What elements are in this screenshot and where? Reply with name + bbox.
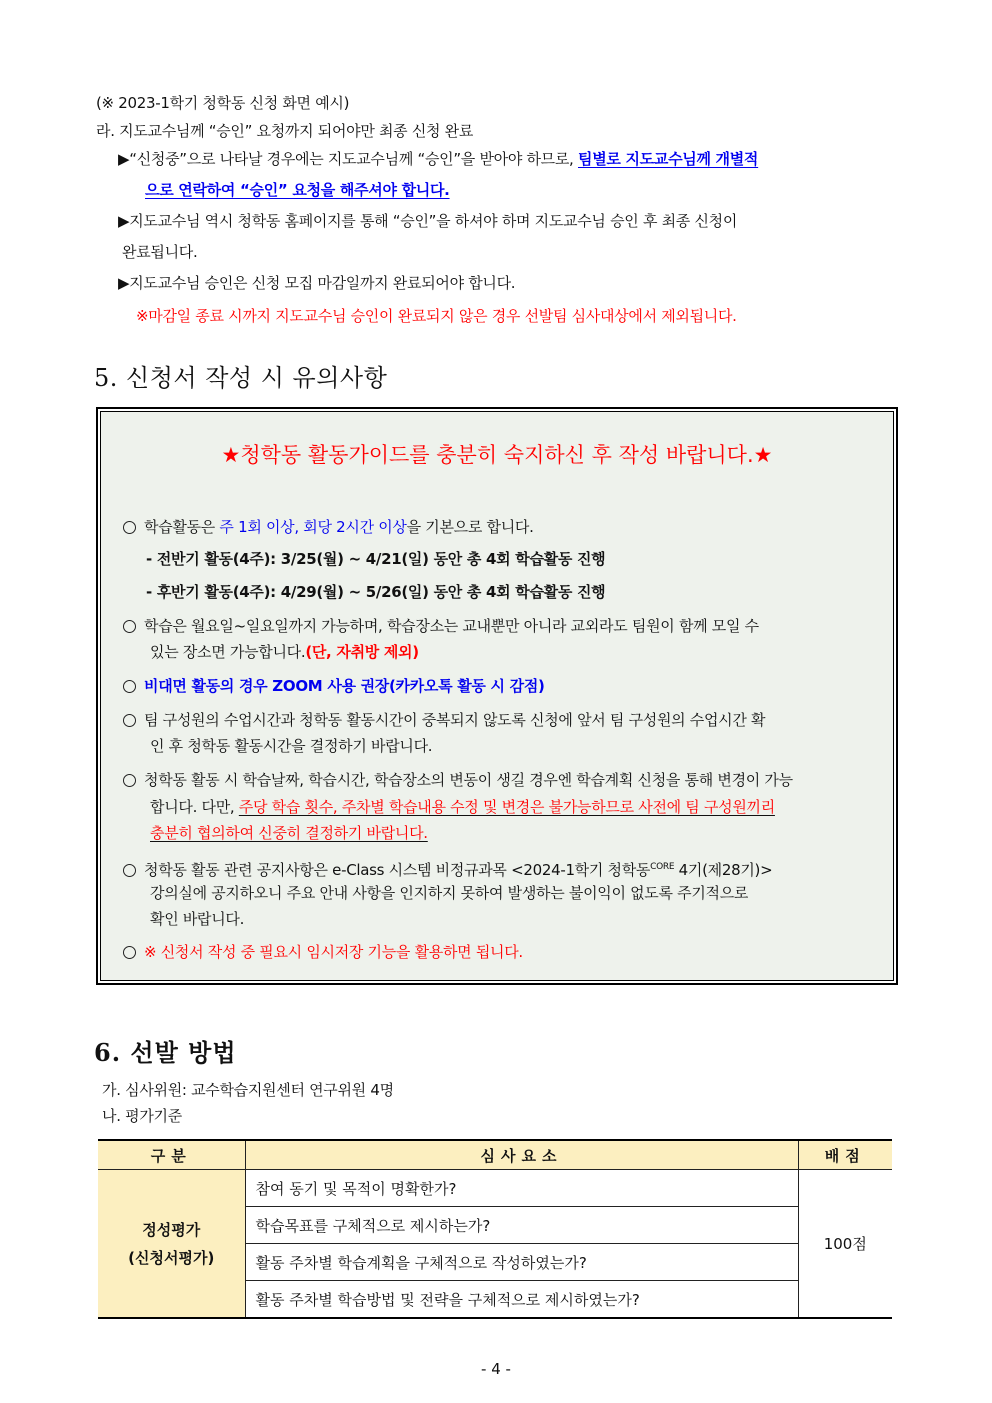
notice-item-temp-save: ※ 신청서 작성 중 필요시 임시저장 기능을 활용하면 됩니다. — [123, 942, 523, 962]
circle-bullet-icon — [123, 620, 136, 633]
circle-bullet-icon — [123, 521, 136, 534]
notice-item-study-location: 학습은 월요일~일요일까지 가능하며, 학습장소는 교내뿐만 아니라 교외라도 팀원이 함께 모일 수 — [123, 616, 759, 636]
notice-item-plan-change-cont: 합니다. 다만, 주당 학습 횟수, 주차별 학습내용 수정 및 변경은 불가능하므로 사전에 팀 구성원끼리 — [150, 798, 775, 816]
screenshot-caption: (※ 2023-1학기 청학동 신청 화면 예시) — [96, 94, 350, 112]
notice-item-plan-change: 청학동 활동 시 학습날짜, 학습시간, 학습장소의 변동이 생길 경우엔 학습계획 신청을 통해 변경이 가능 — [123, 770, 793, 790]
notice-item-class-schedule-cont: 인 후 청학동 활동시간을 결정하기 바랍니다. — [150, 737, 433, 755]
notice-item-study-frequency: 학습활동은 주 1회 이상, 회당 2시간 이상을 기본으로 합니다. — [123, 517, 534, 537]
notice-item-plan-change-cont2 — [150, 823, 428, 843]
table-header-row — [98, 1140, 892, 1170]
notice-item-eclass: 청학동 활동 관련 공지사항은 e-Class 시스템 비정규과목 <2024-1학기 청학동$^{CORE}$ 4기(제28기)> — [123, 857, 772, 880]
bullet-advisor-approval: ▶지도교수님 역시 청학동 홈페이지를 통해 “승인”을 하셔야 하며 지도교수님 승인 후 최종 신청이 — [118, 212, 738, 230]
plan-change-warning-cont: 충분히 협의하여 신중히 결정하기 바랍니다. — [150, 824, 428, 842]
page-number: - 4 - — [481, 1360, 511, 1378]
plan-change-warning: 주당 학습 횟수, 주차별 학습내용 수정 및 변경은 불가능하므로 사전에 팀 구성원끼리 — [238, 798, 775, 816]
header-score: 배점 — [798, 1140, 892, 1170]
notice-item-online-zoom: 비대면 활동의 경우 ZOOM 사용 권장(카카오톡 활동 시 감점) — [123, 676, 545, 696]
first-half-schedule: - 전반기 활동(4주): 3/25(월) ~ 4/21(일) 동안 총 4회 학습활동 진행 — [146, 550, 606, 568]
deadline-warning: ※마감일 종료 시까지 지도교수님 승인이 완료되지 않은 경우 선발팀 심사대상에서 제외됩니다. — [136, 307, 737, 325]
circle-bullet-icon — [123, 774, 136, 787]
second-half-schedule: - 후반기 활동(4주): 4/29(월) ~ 5/26(일) 동안 총 4회 학습활동 진행 — [146, 583, 606, 601]
notice-box-title: ★청학동 활동가이드를 충분히 숙지하신 후 작성 바랍니다.★ — [221, 443, 773, 467]
contact-advisor-link-text-cont: 으로 연락하여 “승인” 요청을 해주셔야 합니다. — [145, 181, 450, 199]
circle-bullet-icon — [123, 864, 136, 877]
section-ra-heading: 라. 지도교수님께 “승인” 요청까지 되어야만 최종 신청 완료 — [96, 122, 474, 140]
evaluation-criteria-table — [98, 1139, 892, 1319]
frequency-highlight: 주 1회 이상, 회당 2시간 이상 — [219, 518, 407, 536]
section-6-title: 6. 선발 방법 — [94, 1038, 237, 1067]
notice-item-study-location-cont: 있는 장소면 가능합니다.(단, 자취방 제외) — [150, 643, 419, 661]
section-5-title: 5. 신청서 작성 시 유의사항 — [94, 364, 388, 392]
criteria-cell: 학습목표를 구체적으로 제시하는가? — [245, 1207, 798, 1244]
criteria-line: 나. 평가기준 — [102, 1107, 182, 1125]
circle-bullet-icon — [123, 946, 136, 959]
notice-box — [96, 407, 898, 985]
score-cell: 100점 — [798, 1170, 892, 1319]
header-criteria: 심사요소 — [245, 1140, 798, 1170]
notice-item-class-schedule: 팀 구성원의 수업시간과 청학동 활동시간이 중복되지 않도록 신청에 앞서 팀 구성원의 수업시간 확 — [123, 710, 765, 730]
circle-bullet-icon — [123, 680, 136, 693]
criteria-cell: 활동 주차별 학습계획을 구체적으로 작성하였는가? — [245, 1244, 798, 1281]
bullet-approval-deadline: ▶지도교수님 승인은 신청 모집 마감일까지 완료되어야 합니다. — [118, 274, 516, 292]
category-cell: 정성평가 (신청서평가) — [98, 1170, 245, 1319]
table-row — [98, 1170, 892, 1207]
criteria-cell: 활동 주차별 학습방법 및 전략을 구체적으로 제시하였는가? — [245, 1281, 798, 1319]
bullet-request-approval — [118, 149, 758, 169]
contact-advisor-link-text: 팀별로 지도교수님께 개별적 — [578, 150, 759, 168]
header-category: 구분 — [98, 1140, 245, 1170]
location-exception: (단, 자취방 제외) — [305, 643, 419, 661]
criteria-cell: 참여 동기 및 목적이 명확한가? — [245, 1170, 798, 1207]
notice-item-eclass-cont: 강의실에 공지하오니 주요 안내 사항을 인지하지 못하여 발생하는 불이익이 없도록 주기적으로 — [150, 884, 749, 902]
reviewers-line: 가. 심사위원: 교수학습지원센터 연구위원 4명 — [102, 1081, 394, 1099]
circle-bullet-icon — [123, 714, 136, 727]
bullet-advisor-approval-cont: 완료됩니다. — [122, 243, 198, 261]
bullet-request-approval-cont — [145, 180, 450, 200]
notice-item-eclass-cont2: 확인 바랍니다. — [150, 910, 245, 928]
bullet-text: ▶“신청중”으로 나타날 경우에는 지도교수님께 “승인”을 받아야 하므로, — [118, 150, 578, 168]
